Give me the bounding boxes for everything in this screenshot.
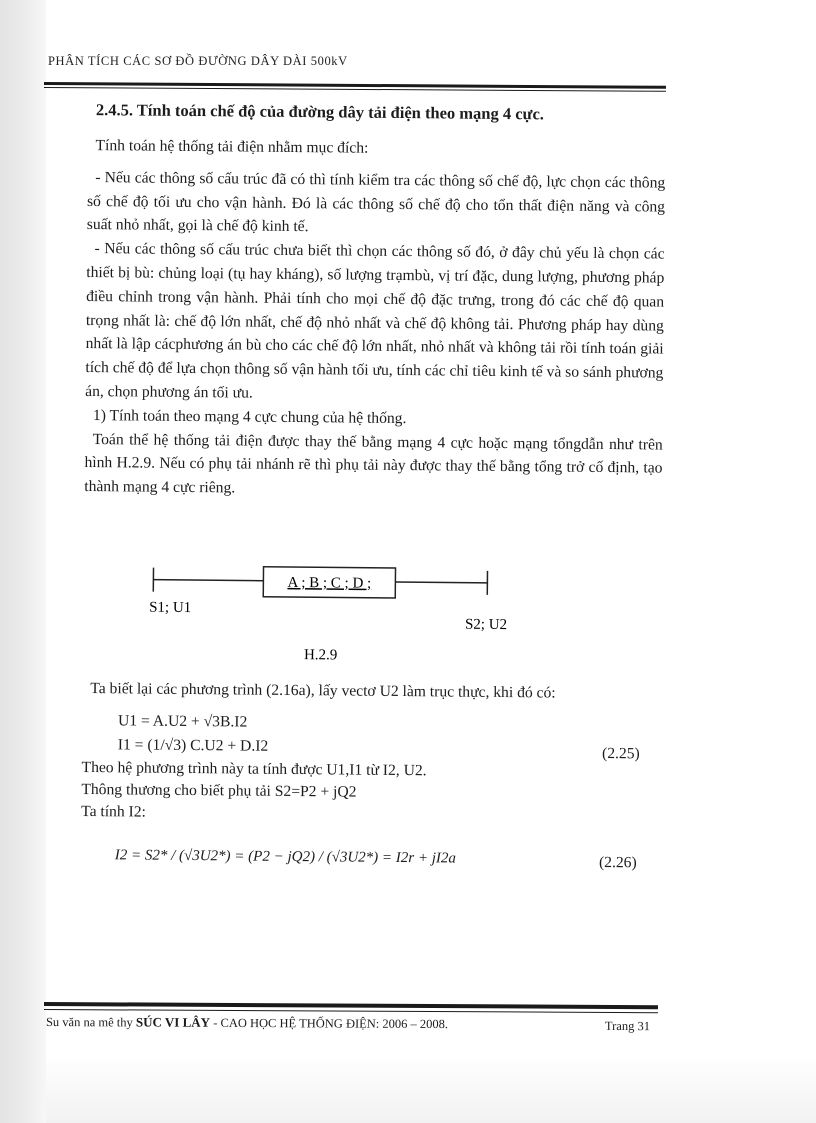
left-line (153, 580, 263, 581)
footer-rule (44, 1002, 658, 1009)
page-number: Trang 31 (604, 1018, 651, 1034)
footer-program: - CAO HỌC HỆ THỐNG ĐIỆN: 2006 – 2008. (213, 1015, 449, 1032)
footer-author: SÚC VI LÂY (135, 1014, 211, 1030)
paragraph-existing-parameters: - Nếu các thông số cấu trúc đã có thì tính kiểm tra các thông số chế độ, lực chọn các thông số chế độ tối ưu cho vận hành. Đó là các thông số chế độ cho tổn thất điện năng và công suất nhỏ nhất, gọi là chế độ kinh tế. (86, 168, 666, 236)
paragraph-unknown-parameters: - Nếu các thông số cấu trúc chưa biết thì chọn các thông số đó, ở đây chủ yếu là chọn các thiết bị bù: chủng loại (tụ hay kháng), số lượng trạmbù, vị trí đặc, dung lượng, phương pháp điều chỉnh trong vận hành. Phải tính cho mọi chế độ đặc trưng, trong đó các chế độ quan trọng nhất là: chế độ lớn nhất, chế độ nhỏ nhất và chế độ không tải. Phương pháp hay dùng nhất là lập cácphương án bù cho các chế độ lớn nhất, nhỏ nhất và không tải rồi tính toán giải tích chế độ để lựa chọn thông số vận hành tối ưu, tính các chỉ tiêu kinh tế và so sánh phương án, chọn phương án tối ưu. (85, 240, 665, 402)
current-formula (114, 829, 659, 890)
four-pole-diagram (82, 517, 662, 683)
page-content (80, 100, 666, 890)
four-pole-figure (82, 517, 644, 682)
current-formula-text: I2 = S2* / (√3U2*) = (P2 − jQ2) / (√3U2*) = I2r + jI2a (114, 847, 457, 867)
footer-rule-thin (44, 1009, 658, 1013)
derivation-line-3: Ta tính I2: (81, 802, 147, 821)
left-terminal-label: S1; U1 (149, 599, 192, 616)
footer-prefix: Su văn na mê thy (45, 1015, 133, 1030)
derivation-line-1: Theo hệ phương trình này ta tính được U1,I1 từ I2, U2. (81, 758, 427, 780)
scan-edge-shadow (0, 0, 46, 1123)
equation-number-2-25: (2.25) (601, 744, 640, 763)
page-footer (46, 1014, 656, 1033)
intro-paragraph: Tính toán hệ thống tải điện nhằm mục đích: (95, 137, 369, 157)
list-item-general-four-pole: 1) Tính toán theo mạng 4 cực chung của hệ thống. (92, 406, 407, 427)
scan-bottom-shadow (46, 1053, 816, 1123)
paragraph-equivalent-network: Toán thể hệ thống tải điện được thay thế bằng mạng 4 cực hoặc mạng tổngdẫn như trên hình H.2.9. Nếu có phụ tải nhánh rẽ thì phụ tải này được thay thế bằng tổng trở cố định, tạo thành mạng 4 cực riêng. (84, 430, 663, 497)
right-line (395, 582, 487, 583)
equation-number-2-26: (2.26) (598, 853, 637, 872)
box-label: A ; B ; C ; D ; (287, 574, 372, 592)
equation-i1-text: I1 = (1/√3) C.U2 + D.I2 (117, 736, 269, 755)
section-heading: 2.4.5. Tính toán chế độ của đường dây tải điện theo mạng 4 cực. (95, 100, 545, 124)
derivation-line-2: Thông thương cho biết phụ tải S2=P2 + jQ2 (81, 780, 357, 801)
equation-system (118, 709, 660, 762)
derivation-lines (81, 757, 660, 829)
equation-u1-text: U1 = A.U2 + √3B.I2 (117, 712, 248, 731)
running-header: PHÂN TÍCH CÁC SƠ ĐỒ ĐƯỜNG DÂY DÀI 500kV (48, 54, 348, 68)
figure-caption: H.2.9 (303, 647, 338, 664)
equations-lead: Ta biết lại các phương trình (2.16a), lấy vectơ U2 làm trục thực, khi đó có: (90, 680, 556, 702)
right-terminal-label: S2; U2 (464, 616, 508, 633)
